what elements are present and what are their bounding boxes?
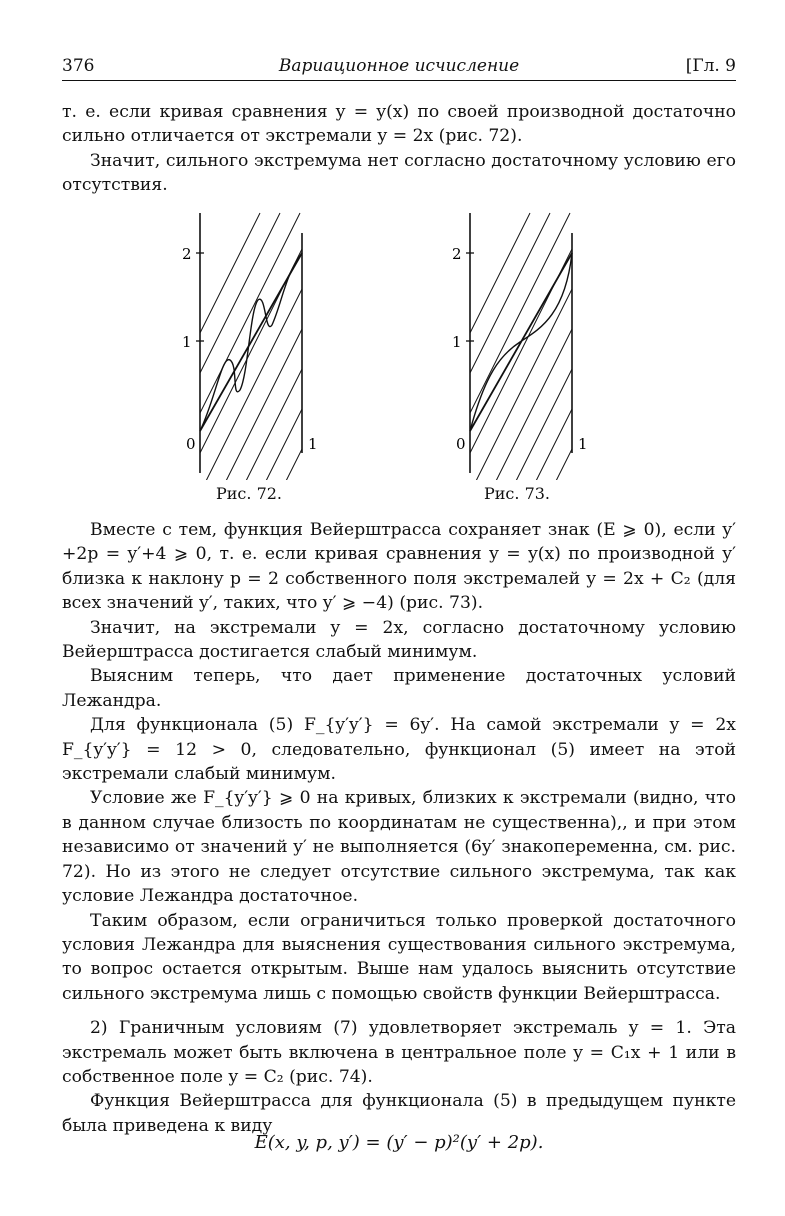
paragraph: Выясним теперь, что дает применение достаточных условий Лежандра.: [62, 666, 736, 711]
tick-label-y2: 2: [452, 245, 462, 263]
running-header: [62, 56, 736, 82]
tick-label-y1: 1: [452, 333, 462, 351]
tick-label-y2: 2: [182, 245, 192, 263]
page-number: 376: [62, 56, 95, 76]
figure-73: [430, 205, 610, 480]
paragraph: Условие же F_{y′y′} ⩾ 0 на кривых, близких к экстремали (видно, что в данном случае близость по координатам не существенна),, и при этом независимо от значений y′ не выполняется (6y′ знакопеременна, см. рис. 72). Но из этого не следует отсутствие сильного экстремума, так как условие Лежандра достаточное.: [62, 788, 736, 907]
paragraph: Таким образом, если ограничиться только проверкой достаточного условия Лежандра для выяснения существования сильного экстремума, то вопрос остается открытым. Выше нам удалось выяснить отсутствие сильного экстремума лишь с помощью свойств функции Вейерштрасса.: [62, 910, 736, 1004]
paragraph: Функция Вейерштрасса для функционала (5) в предыдущем пункте была приведена к виду: [62, 1091, 736, 1136]
running-title: Вариационное исчисление: [278, 56, 520, 76]
figure-72: [160, 205, 340, 480]
paragraph: Значит, на экстремали y = 2x, согласно достаточному условию Вейерштрасса достигается слабый минимум.: [62, 617, 736, 663]
tick-label-x1: 1: [308, 435, 318, 453]
paragraph: т. е. если кривая сравнения y = y(x) по своей производной достаточно сильно отличается от экстремали y = 2x (рис. 72).: [62, 102, 736, 147]
tick-label-x0: 0: [456, 435, 466, 453]
header-rule: [62, 80, 736, 81]
chapter-label: [Гл. 9: [685, 56, 736, 76]
figure-72-caption: Рис. 72.: [216, 484, 283, 503]
display-formula: E(x, y, p, y′) = (y′ − p)²(y′ + 2p).: [254, 1132, 544, 1153]
tick-label-y1: 1: [182, 333, 192, 351]
body-text-block: [62, 518, 736, 1138]
paragraph: Вместе с тем, функция Вейерштрасса сохраняет знак (E ⩾ 0), если y′+2p = y′+4 ⩾ 0, т. е. если кривая сравнения y = y(x) по производной y′ близка к наклону p = 2 собственного поля экстремалей y = 2x + C₂ (для всех значений y′, таких, что y′ ⩾ −4) (рис. 73).: [62, 520, 736, 614]
paragraph: Для функционала (5) F_{y′y′} = 6y′. На самой экстремали y = 2x F_{y′y′} = 12 > 0, следовательно, функционал (5) имеет на этой экстремали слабый минимум.: [62, 715, 736, 785]
top-text-block: [62, 100, 736, 198]
paragraph: Значит, сильного экстремума нет согласно достаточному условию его отсутствия.: [62, 150, 736, 196]
tick-label-x1: 1: [578, 435, 588, 453]
figure-73-caption: Рис. 73.: [484, 484, 551, 503]
tick-label-x0: 0: [186, 435, 196, 453]
paragraph: 2) Граничным условиям (7) удовлетворяет экстремаль y = 1. Эта экстремаль может быть включена в центральное поле y = C₁x + 1 или в собственное поле y = C₂ (рис. 74).: [62, 1018, 736, 1087]
